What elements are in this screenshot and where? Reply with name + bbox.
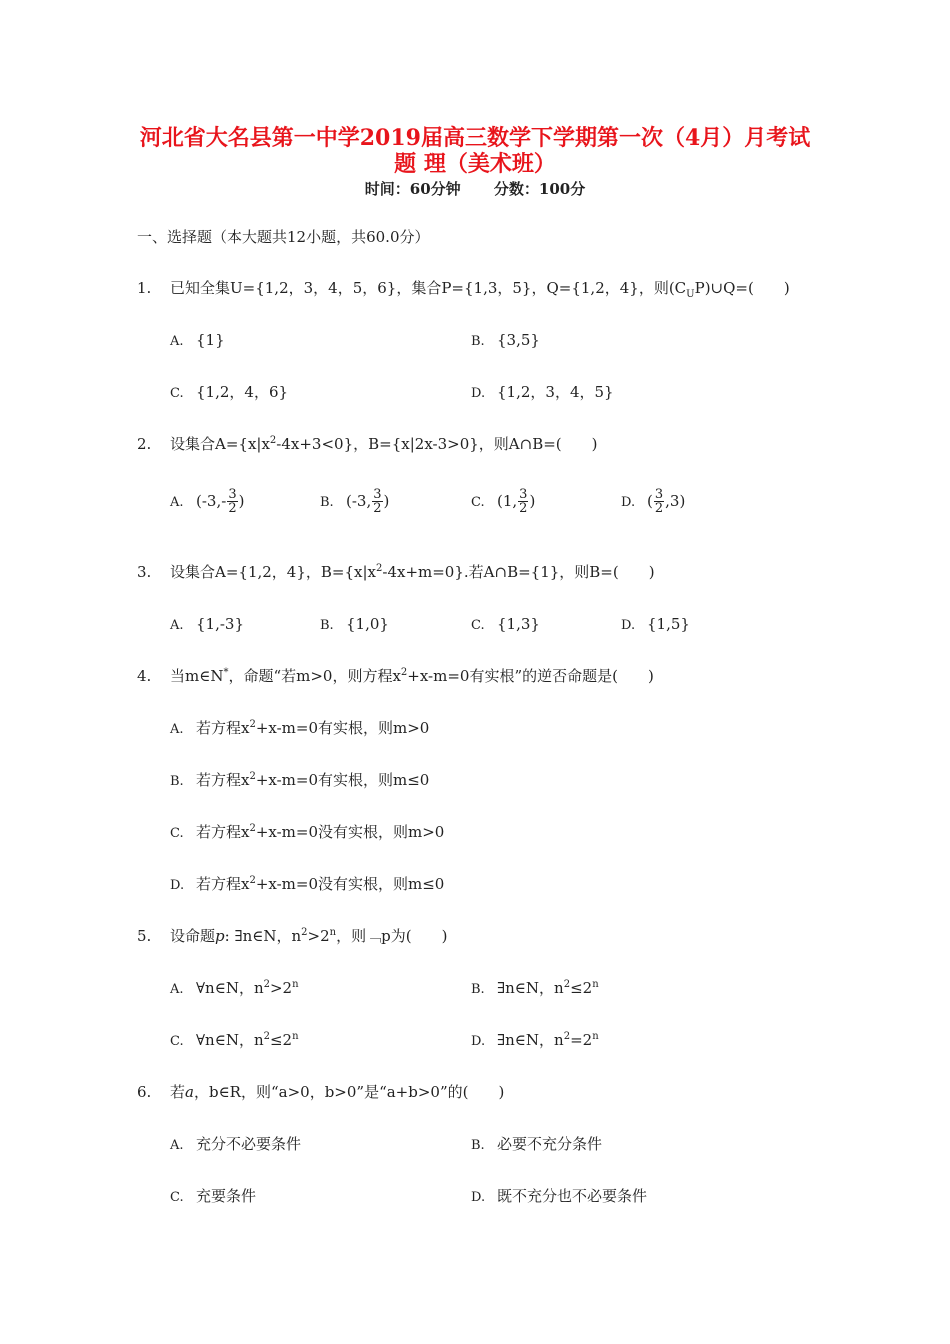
option-text: ∀n∈N，$n^2\le 2^n$	[196, 1031, 299, 1049]
question-1	[137, 278, 790, 298]
question-number: 2.	[137, 435, 152, 453]
option-2a[interactable]	[170, 488, 244, 515]
option-4d[interactable]	[170, 874, 444, 896]
option-label: B.	[471, 334, 485, 349]
option-6d[interactable]	[471, 1186, 647, 1208]
page-title-line1: 河北省大名县第一中学2019届高三数学下学期第一次（4月）月考试	[139, 125, 811, 151]
option-math: (-3, $\frac{3}{2}$ )	[346, 487, 390, 516]
option-label: B.	[471, 982, 485, 997]
fraction: $\frac{3}{2}$	[654, 487, 664, 516]
option-label: D.	[471, 386, 486, 401]
option-label: A.	[170, 334, 184, 349]
total-score: 分数：100分	[493, 180, 586, 198]
fraction: $\frac{3}{2}$	[228, 487, 237, 516]
option-6b[interactable]	[471, 1134, 602, 1156]
option-label: C.	[170, 386, 184, 401]
option-label: C.	[471, 618, 485, 633]
exam-meta	[0, 178, 950, 199]
option-text: 若方程$x^2+x-m=0$有实根，则m>0	[196, 719, 430, 737]
option-text: {1,5}	[647, 615, 690, 633]
question-number: 5.	[137, 927, 152, 945]
option-2c[interactable]	[471, 488, 535, 515]
option-label: D.	[471, 1034, 486, 1049]
question-number: 1.	[137, 279, 152, 297]
option-text: {1,2，4，6}	[196, 383, 289, 401]
option-4a[interactable]	[170, 718, 429, 740]
question-stem: 当m∈N*，命题“若m>0，则方程$x^2+x-m=0$有实根”的逆否命题是( )	[170, 667, 654, 685]
option-math: (1, $\frac{3}{2}$ )	[497, 487, 536, 516]
option-text: {1}	[196, 331, 225, 349]
option-label: A.	[170, 722, 184, 737]
option-text: 既不充分也不必要条件	[497, 1187, 648, 1205]
option-3d[interactable]	[621, 614, 690, 636]
question-stem: 设集合A={1,2，4}，$B=\{x|x^2-4x+m=0\}$.若A∩B={1}，则B=( )	[170, 563, 655, 581]
option-text: ∃n∈N，$n^2\le 2^n$	[497, 979, 599, 997]
option-math: ( $\frac{3}{2}$ ,3)	[647, 487, 686, 516]
question-6	[137, 1082, 504, 1102]
section-heading: 一、选择题（本大题共12小题，共60.0分）	[137, 228, 430, 246]
question-stem: 若a，b∈R，则“a>0，b>0”是“a+b>0”的( )	[170, 1083, 505, 1101]
option-label: A.	[170, 494, 184, 510]
option-label: A.	[170, 618, 184, 633]
option-6a[interactable]	[170, 1134, 301, 1156]
option-3c[interactable]	[471, 614, 540, 636]
option-text: 若方程$x^2+x-m=0$有实根，则m≤0	[196, 771, 430, 789]
fraction: $\frac{3}{2}$	[519, 487, 528, 516]
option-label: B.	[320, 494, 334, 510]
option-3b[interactable]	[320, 614, 389, 636]
option-5c[interactable]	[170, 1030, 299, 1052]
option-label: A.	[170, 1138, 184, 1153]
option-1a[interactable]	[170, 330, 225, 352]
option-1c[interactable]	[170, 382, 288, 404]
option-4b[interactable]	[170, 770, 429, 792]
option-5a[interactable]	[170, 978, 299, 1000]
option-label: D.	[471, 1190, 486, 1205]
option-4c[interactable]	[170, 822, 444, 844]
option-1b[interactable]	[471, 330, 540, 352]
time-limit: 时间：60分钟	[364, 180, 461, 198]
option-label: C.	[170, 1034, 184, 1049]
option-text: {1,3}	[497, 615, 540, 633]
option-5d[interactable]	[471, 1030, 599, 1052]
question-5	[137, 926, 447, 946]
question-4	[137, 666, 654, 686]
option-label: A.	[170, 982, 184, 997]
question-number: 6.	[137, 1083, 152, 1101]
option-1d[interactable]	[471, 382, 614, 404]
option-math: (-3,- $\frac{3}{2}$ )	[196, 487, 245, 516]
option-text: 若方程$x^2+x-m=0$没有实根，则m>0	[196, 823, 445, 841]
question-number: 3.	[137, 563, 152, 581]
option-label: B.	[320, 618, 334, 633]
option-label: D.	[170, 878, 185, 893]
option-label: C.	[170, 826, 184, 841]
option-label: C.	[471, 494, 485, 510]
option-label: B.	[471, 1138, 485, 1153]
option-label: B.	[170, 774, 184, 789]
option-2d[interactable]	[621, 488, 685, 515]
page-title-line2: 题 理（美术班）	[394, 151, 556, 177]
question-3	[137, 562, 655, 582]
option-5b[interactable]	[471, 978, 599, 1000]
option-text: ∃n∈N，$n^2=2^n$	[497, 1031, 599, 1049]
option-3a[interactable]	[170, 614, 244, 636]
option-6c[interactable]	[170, 1186, 256, 1208]
question-number: 4.	[137, 667, 152, 685]
question-stem: 设命题p: ∃n∈N，$n^2>2^n$，则﹁p为( )	[170, 927, 448, 945]
option-2b[interactable]	[320, 488, 389, 515]
question-expression: $(C_UP)\cup Q=$( )	[668, 279, 790, 300]
option-text: 必要不充分条件	[497, 1135, 603, 1153]
question-stem: 已知全集U={1,2，3，4，5，6}，集合P={1,3，5}，Q={1,2，4}，则	[170, 279, 669, 297]
option-text: 充要条件	[196, 1187, 257, 1205]
fraction: $\frac{3}{2}$	[373, 487, 382, 516]
option-label: C.	[170, 1190, 184, 1205]
option-text: 充分不必要条件	[196, 1135, 302, 1153]
option-text: {1,2，3，4，5}	[497, 383, 614, 401]
option-label: D.	[621, 494, 636, 510]
question-2	[137, 434, 598, 454]
option-text: {1,-3}	[196, 615, 245, 633]
question-stem: 设集合$A=\{x|x^2-4x+3<0\}$，B={x|2x-3>0}，则A∩B=( )	[170, 435, 598, 453]
option-text: ∀n∈N，$n^2>2^n$	[196, 979, 299, 997]
option-text: 若方程$x^2+x-m=0$没有实根，则m≤0	[196, 875, 445, 893]
option-text: {3,5}	[497, 331, 540, 349]
option-label: D.	[621, 618, 636, 633]
option-text: {1,0}	[346, 615, 389, 633]
